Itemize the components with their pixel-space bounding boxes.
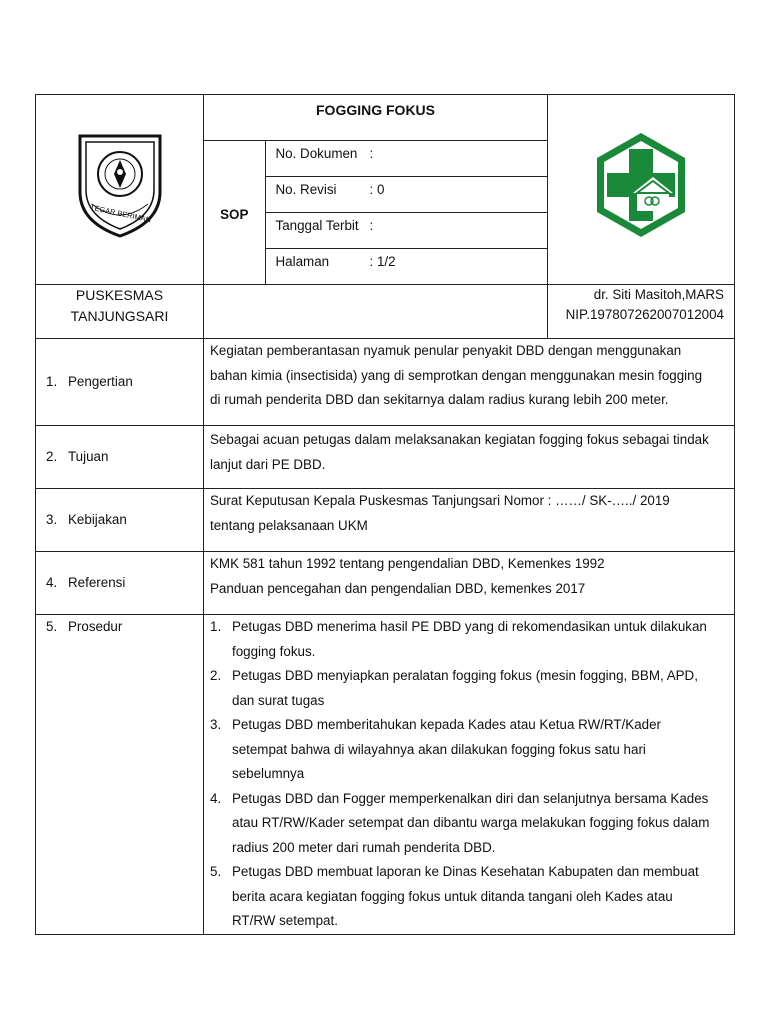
meta-value: : (369, 146, 374, 161)
procedure-step (210, 713, 728, 787)
section-label-tujuan (36, 426, 204, 489)
section-content-referensi (204, 552, 735, 615)
meta-row (265, 141, 547, 177)
step-line: setempat bahwa di wilayahnya akan dilakukan fogging fokus satu hari (232, 741, 646, 757)
step-line: Petugas DBD memberitahukan kepada Kades atau Ketua RW/RT/Kader (232, 717, 661, 732)
regency-logo-cell (36, 95, 204, 285)
section-number: 4. (46, 574, 58, 590)
section-label-kebijakan (36, 489, 204, 552)
org-name-line2: TANJUNGSARI (70, 308, 169, 324)
procedure-step (210, 664, 728, 713)
signer-nip: NIP.197807262007012004 (565, 307, 724, 322)
step-number: 3. (210, 717, 222, 732)
meta-value: : 1/2 (369, 254, 396, 269)
step-text (232, 860, 728, 934)
sop-table (35, 94, 735, 935)
meta-row (265, 249, 547, 285)
content-line: KMK 581 tahun 1992 tentang pengendalian DBD, Kemenkes 1992 (210, 556, 605, 571)
section-title: Kebijakan (68, 511, 127, 527)
step-text (232, 664, 728, 713)
section-label-pengertian (36, 339, 204, 426)
content-line: bahan kimia (insectisida) yang di semprotkan dengan menggunakan mesin fogging (210, 367, 703, 383)
puskesmas-logo-icon (591, 129, 691, 241)
section-label-referensi (36, 552, 204, 615)
signer-name: dr. Siti Masitoh,MARS (593, 287, 724, 302)
meta-label: No. Revisi (275, 182, 337, 197)
step-line: radius 200 meter dari rumah penderita DBD. (232, 839, 496, 855)
section-content-tujuan (204, 426, 735, 489)
procedure-list (210, 615, 728, 934)
step-text (232, 615, 728, 664)
section-content-pengertian (204, 339, 735, 426)
meta-table (204, 141, 547, 284)
org-name-line1: PUSKESMAS (75, 287, 164, 303)
document-title: FOGGING FOKUS (204, 95, 547, 141)
step-line: sebelumnya (232, 766, 305, 781)
step-line: dan surat tugas (232, 692, 325, 708)
step-line: RT/RW setempat. (232, 913, 338, 928)
content-line: Surat Keputusan Kepala Puskesmas Tanjungsari Nomor : ……/ SK-…../ 2019 (210, 493, 670, 508)
sop-label: SOP (204, 141, 265, 284)
title-meta-cell (204, 95, 548, 285)
meta-value: : 0 (369, 182, 385, 197)
section-title: Prosedur (68, 619, 123, 634)
meta-label: Halaman (275, 254, 330, 269)
sop-document (35, 94, 734, 928)
procedure-step (210, 615, 728, 664)
content-line: Kegiatan pemberantasan nyamuk penular penyakit DBD dengan menggunakan (210, 343, 682, 358)
step-text (232, 713, 728, 787)
step-number: 4. (210, 790, 222, 806)
procedure-step (210, 787, 728, 861)
section-label-prosedur (36, 615, 204, 935)
content-line: tentang pelaksanaan UKM (210, 517, 368, 533)
section-title: Pengertian (68, 373, 133, 389)
step-line: Petugas DBD dan Fogger memperkenalkan diri dan selanjutnya bersama Kades (232, 790, 709, 806)
step-text (232, 787, 728, 861)
procedure-step (210, 860, 728, 934)
section-number: 1. (46, 373, 58, 389)
section-title: Referensi (68, 574, 126, 590)
content-line: di rumah penderita DBD dan sekitarnya dalam radius kurang lebih 200 meter. (210, 392, 669, 407)
content-line: lanjut dari PE DBD. (210, 456, 326, 472)
step-line: Petugas DBD menyiapkan peralatan fogging fokus (mesin fogging, BBM, APD, (232, 668, 698, 683)
meta-value: : (369, 218, 374, 233)
step-number: 2. (210, 668, 222, 683)
section-content-kebijakan (204, 489, 735, 552)
content-line: Sebagai acuan petugas dalam melaksanakan kegiatan fogging fokus sebagai tindak (210, 432, 709, 447)
meta-row (265, 213, 547, 249)
organization-cell (36, 285, 204, 339)
content-line: Panduan pencegahan dan pengendalian DBD, kemenkes 2017 (210, 580, 586, 596)
section-content-prosedur (204, 615, 735, 935)
section-title: Tujuan (68, 448, 109, 464)
section-number: 5. (46, 619, 58, 634)
step-line: atau RT/RW/Kader setempat dan dibantu warga melakukan fogging fokus dalam (232, 815, 710, 830)
signer-cell (548, 285, 735, 339)
step-line: berita acara kegiatan fogging fokus untuk ditanda tangani oleh Kades atau (232, 888, 673, 904)
section-number: 2. (46, 448, 58, 464)
meta-row (265, 177, 547, 213)
section-number: 3. (46, 511, 58, 527)
svg-text:TEGAR BERIMAN: TEGAR BERIMAN (88, 202, 152, 225)
step-number: 1. (210, 619, 222, 634)
puskesmas-logo-cell (548, 95, 735, 285)
empty-cell (204, 285, 548, 339)
step-line: Petugas DBD menerima hasil PE DBD yang di rekomendasikan untuk dilakukan (232, 619, 707, 634)
step-line: Petugas DBD membuat laporan ke Dinas Kesehatan Kabupaten dan membuat (232, 864, 699, 879)
meta-label: Tanggal Terbit (275, 218, 359, 233)
step-line: fogging fokus. (232, 643, 316, 659)
regency-emblem-icon (72, 130, 168, 240)
step-number: 5. (210, 864, 222, 879)
meta-label: No. Dokumen (275, 146, 358, 161)
